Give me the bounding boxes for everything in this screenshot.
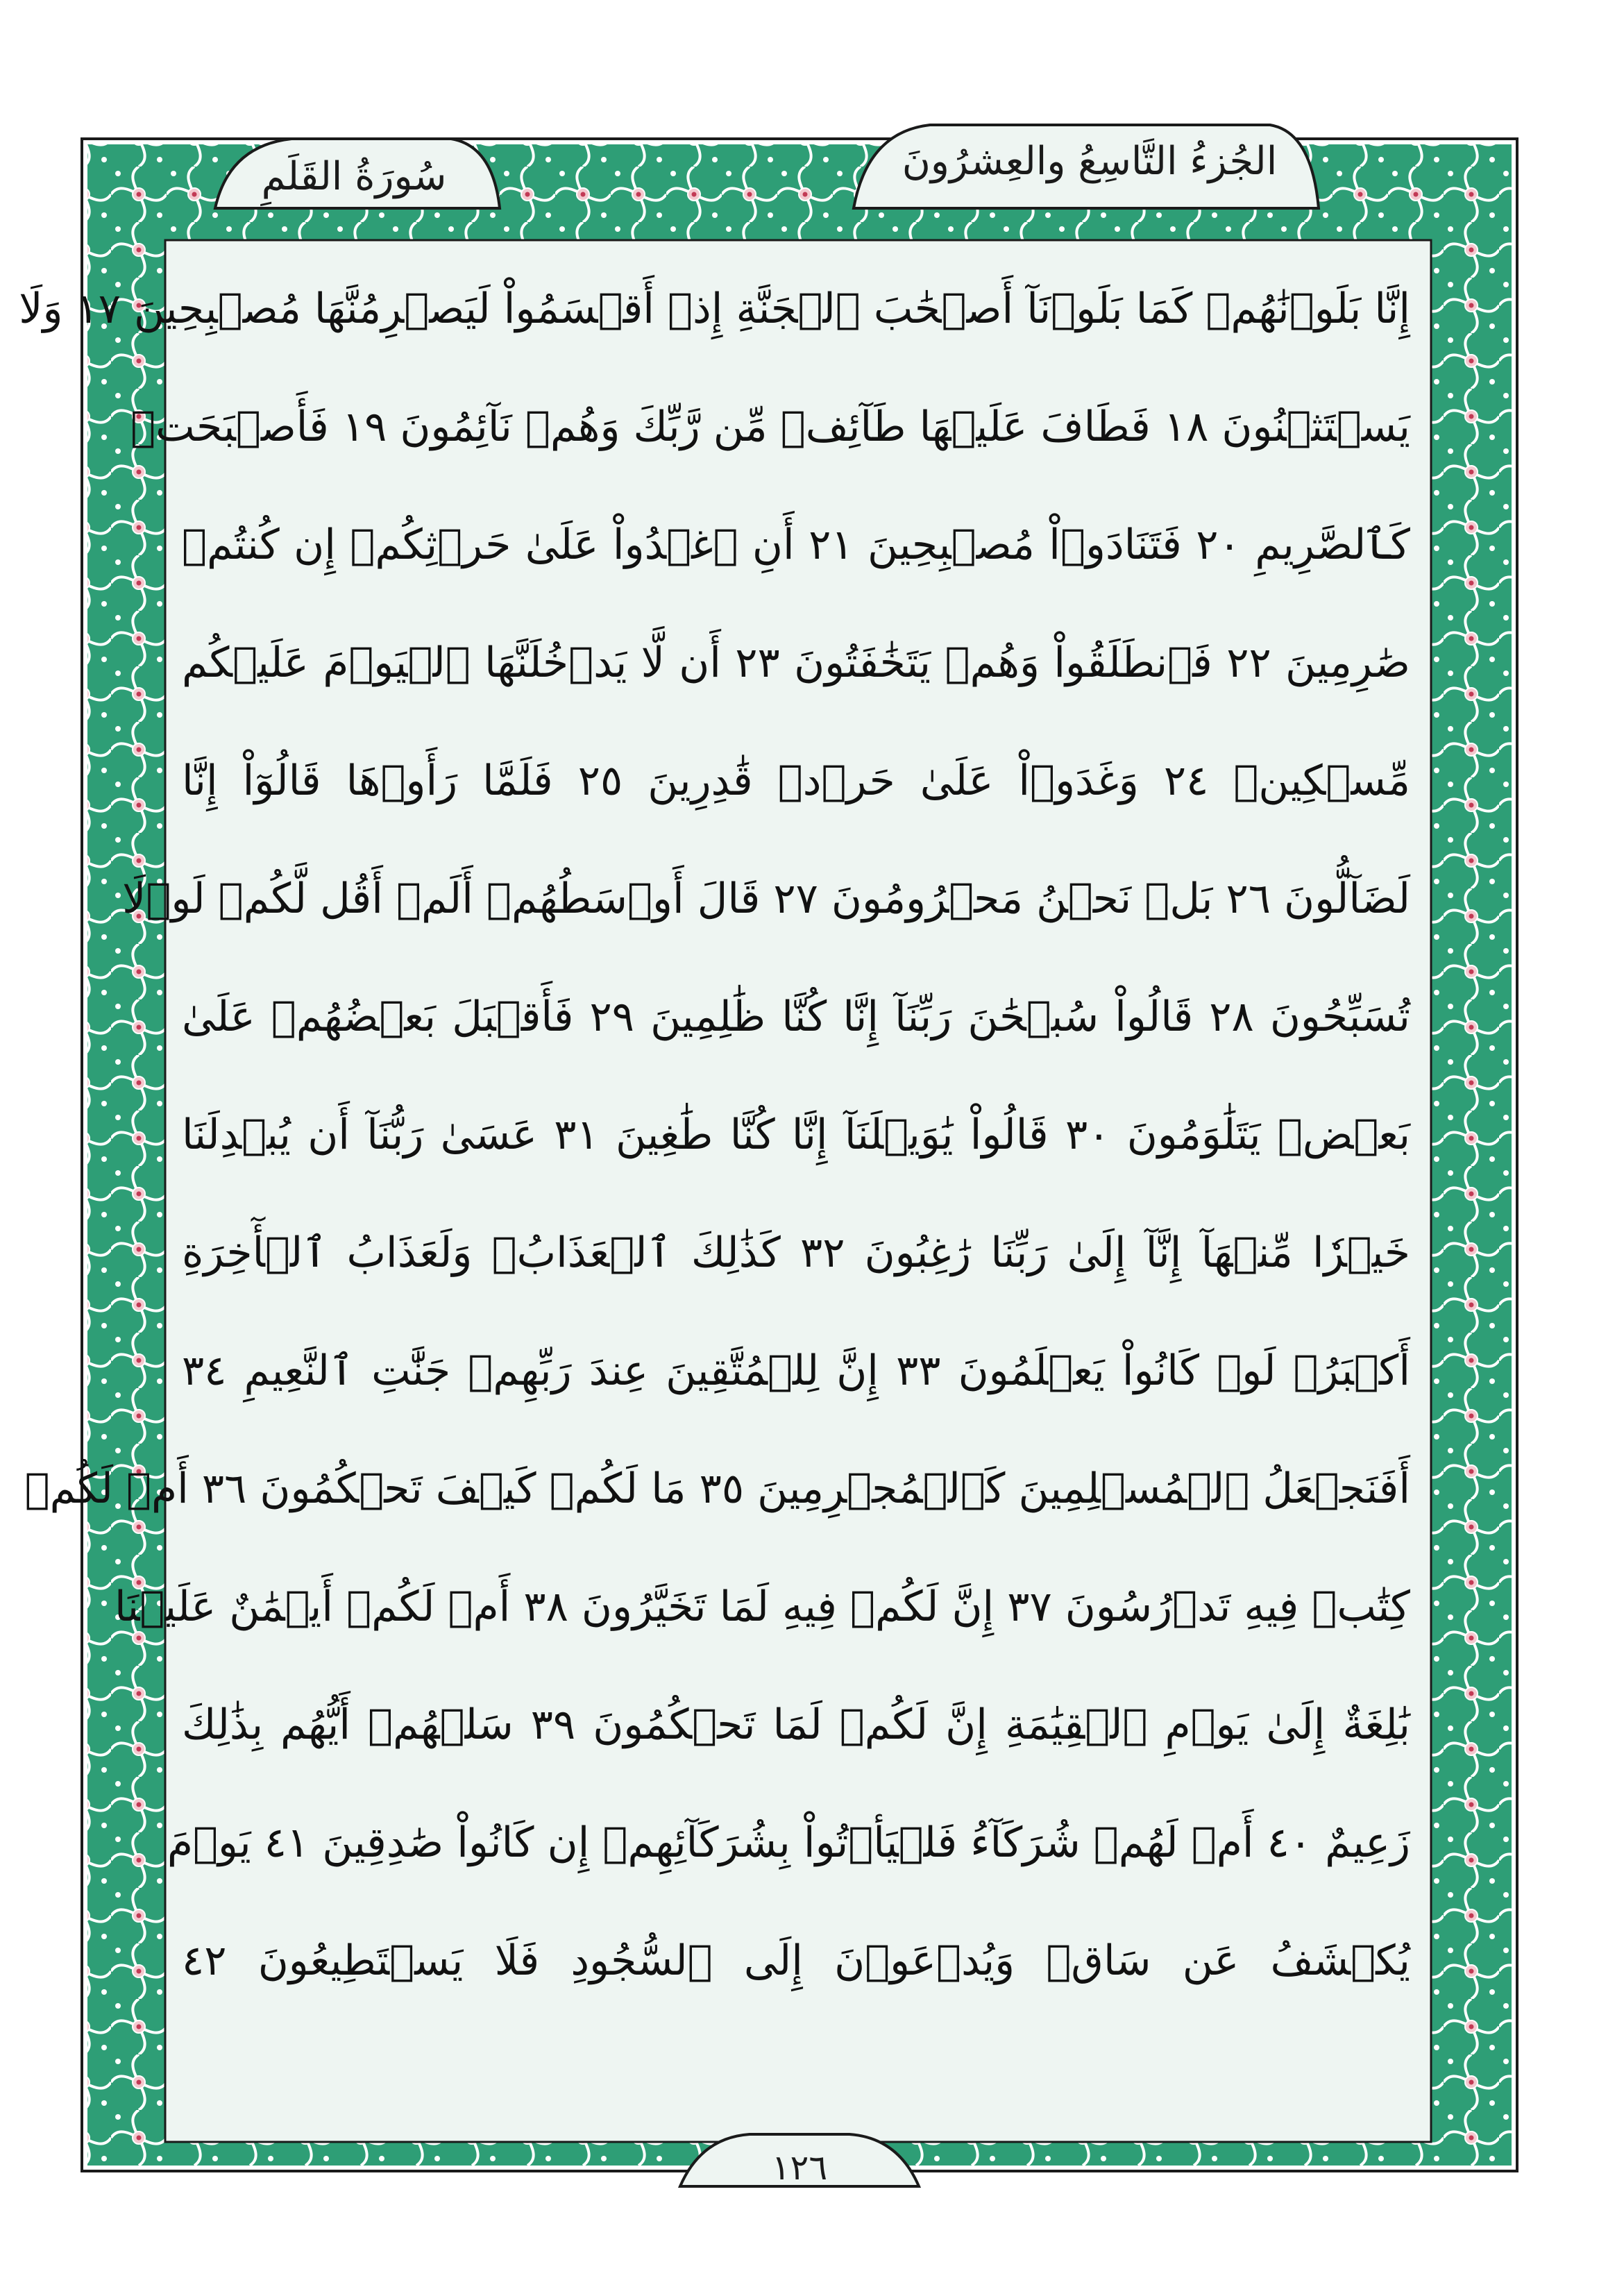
text-line: تُسَبِّحُونَ ٢٨ قَالُواْ سُبۡحَٰنَ رَبِّنَآ إِنَّا كُنَّا ظَٰلِمِينَ ٢٩ فَأَقۡبَلَ بَعۡضُهُمۡ عَلَىٰ	[182, 993, 1410, 1041]
text-line: صَٰرِمِينَ ٢٢ فَٱنطَلَقُواْ وَهُمۡ يَتَخَٰفَتُونَ ٢٣ أَن لَّا يَدۡخُلَنَّهَا ٱلۡيَوۡمَ عَلَيۡكُم	[182, 639, 1410, 687]
text-line: بَٰلِغَةٌ إِلَىٰ يَوۡمِ ٱلۡقِيَٰمَةِ إِنَّ لَكُمۡ لَمَا تَحۡكُمُونَ ٣٩ سَلۡهُمۡ أَيُّهُم بِذَٰلِكَ	[182, 1700, 1411, 1749]
text-line: إِنَّا بَلَوۡنَٰهُمۡ كَمَا بَلَوۡنَآ أَصۡحَٰبَ ٱلۡجَنَّةِ إِذۡ أَقۡسَمُواْ لَيَصۡرِمُنَّهَا مُصۡبِحِينَ ١٧ وَلَا	[19, 285, 1410, 333]
text-line: أَفَنَجۡعَلُ ٱلۡمُسۡلِمِينَ كَٱلۡمُجۡرِمِينَ ٣٥ مَا لَكُمۡ كَيۡفَ تَحۡكُمُونَ ٣٦ أَمۡ لَكُمۡ	[24, 1464, 1410, 1513]
text-line: أَكۡبَرُۚ لَوۡ كَانُواْ يَعۡلَمُونَ ٣٣ إِنَّ لِلۡمُتَّقِينَ عِندَ رَبِّهِمۡ جَنَّٰتِ ٱلنَّعِيمِ ٣٤	[182, 1347, 1411, 1395]
juz-title: الجُزءُ التَّاسِعُ والعِشرُونَ	[902, 139, 1278, 184]
text-line: كَٱلصَّرِيمِ ٢٠ فَتَنَادَوۡاْ مُصۡبِحِينَ ٢١ أَنِ ٱغۡدُواْ عَلَىٰ حَرۡثِكُمۡ إِن كُنتُمۡ	[182, 521, 1410, 569]
text-line: خَيۡرٗا مِّنۡهَآ إِنَّآ إِلَىٰ رَبِّنَا رَٰغِبُونَ ٣٢ كَذَٰلِكَ ٱلۡعَذَابُۖ وَلَعَذَابُ ٱلۡأٓخِرَةِ	[182, 1229, 1410, 1277]
text-line: لَضَآلُّونَ ٢٦ بَلۡ نَحۡنُ مَحۡرُومُونَ ٢٧ قَالَ أَوۡسَطُهُمۡ أَلَمۡ أَقُل لَّكُمۡ لَوۡلَا	[122, 875, 1410, 923]
page-number: ١٢٦	[771, 2147, 828, 2188]
verse-text-area	[19, 250, 1411, 2152]
surah-title: سُورَةُ القَلَمِ	[261, 154, 447, 199]
text-line: يَسۡتَثۡنُونَ ١٨ فَطَافَ عَلَيۡهَا طَآئِفٞ مِّن رَّبِّكَ وَهُمۡ نَآئِمُونَ ١٩ فَأَصۡبَحَتۡ	[130, 403, 1410, 451]
text-line: بَعۡضٖ يَتَلَٰوَمُونَ ٣٠ قَالُواْ يَٰوَيۡلَنَآ إِنَّا كُنَّا طَٰغِينَ ٣١ عَسَىٰ رَبُّنَآ أَن يُبۡدِلَنَا	[182, 1111, 1411, 1159]
text-line: زَعِيمٌ ٤٠ أَمۡ لَهُمۡ شُرَكَآءُ فَلۡيَأۡتُواْ بِشُرَكَآئِهِمۡ إِن كَانُواْ صَٰدِقِينَ ٤١ يَوۡمَ	[167, 1818, 1410, 1867]
text-line: كِتَٰبٞ فِيهِ تَدۡرُسُونَ ٣٧ إِنَّ لَكُمۡ فِيهِ لَمَا تَخَيَّرُونَ ٣٨ أَمۡ لَكُمۡ أَيۡمَٰنٌ عَلَيۡنَا	[115, 1582, 1410, 1631]
text-line: مِّسۡكِينٞ ٢٤ وَغَدَوۡاْ عَلَىٰ حَرۡدٖ قَٰدِرِينَ ٢٥ فَلَمَّا رَأَوۡهَا قَالُوٓاْ إِنَّا	[182, 757, 1410, 805]
text-line: يُكۡشَفُ عَن سَاقٖ وَيُدۡعَوۡنَ إِلَى ٱلسُّجُودِ فَلَا يَسۡتَطِيعُونَ ٤٢	[182, 1936, 1410, 1985]
